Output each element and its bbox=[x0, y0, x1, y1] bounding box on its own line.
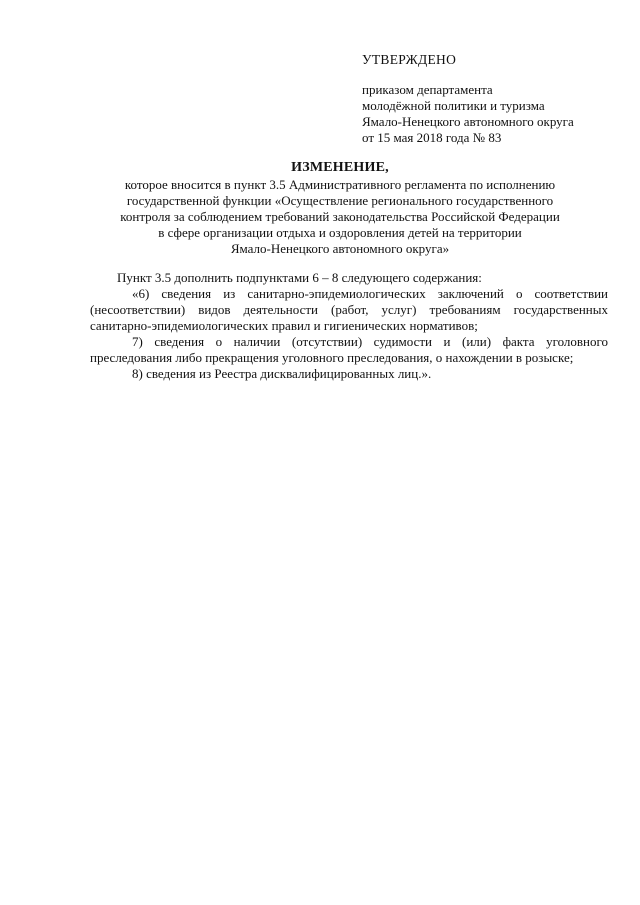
approval-line: от 15 мая 2018 года № 83 bbox=[362, 130, 502, 145]
subtitle-line: государственной функции «Осуществление регионального государственного bbox=[126, 193, 554, 208]
document-title: ИЗМЕНЕНИЕ, bbox=[291, 160, 389, 175]
body-item-6: «6) сведения из санитарно-эпидемиологических заключений о соответствии (несоответствии) видов деятельности (работ, услуг) требованиям государственных санитарно-эпидемиологических правил и гигиенических нормативов; bbox=[90, 286, 608, 333]
subtitle-line: Ямало-Ненецкого автономного округа» bbox=[230, 241, 450, 256]
body-item-8: 8) сведения из Реестра дисквалифицированных лиц.». bbox=[132, 366, 432, 381]
approval-line: приказом департамента bbox=[362, 82, 493, 97]
body-intro: Пункт 3.5 дополнить подпунктами 6 – 8 следующего содержания: bbox=[117, 270, 482, 285]
document-heading bbox=[60, 160, 620, 257]
approval-line: молодёжной политики и туризма bbox=[362, 98, 545, 113]
subtitle-line: которое вносится в пункт 3.5 Административного регламента по исполнению bbox=[124, 177, 556, 192]
approval-stamp bbox=[362, 52, 622, 146]
approval-title: УТВЕРЖДЕНО bbox=[362, 52, 457, 67]
document-subtitle bbox=[60, 177, 620, 257]
document-body bbox=[90, 270, 608, 382]
approval-line: Ямало-Ненецкого автономного округа bbox=[362, 114, 574, 129]
body-item-7: 7) сведения о наличии (отсутствии) судимости и (или) факта уголовного преследования либо прекращения уголовного преследования, о нахождении в розыске; bbox=[90, 334, 608, 365]
subtitle-line: в сфере организации отдыха и оздоровления детей на территории bbox=[158, 225, 522, 240]
subtitle-line: контроля за соблюдением требований законодательства Российской Федерации bbox=[120, 209, 560, 224]
approval-details bbox=[362, 82, 622, 146]
